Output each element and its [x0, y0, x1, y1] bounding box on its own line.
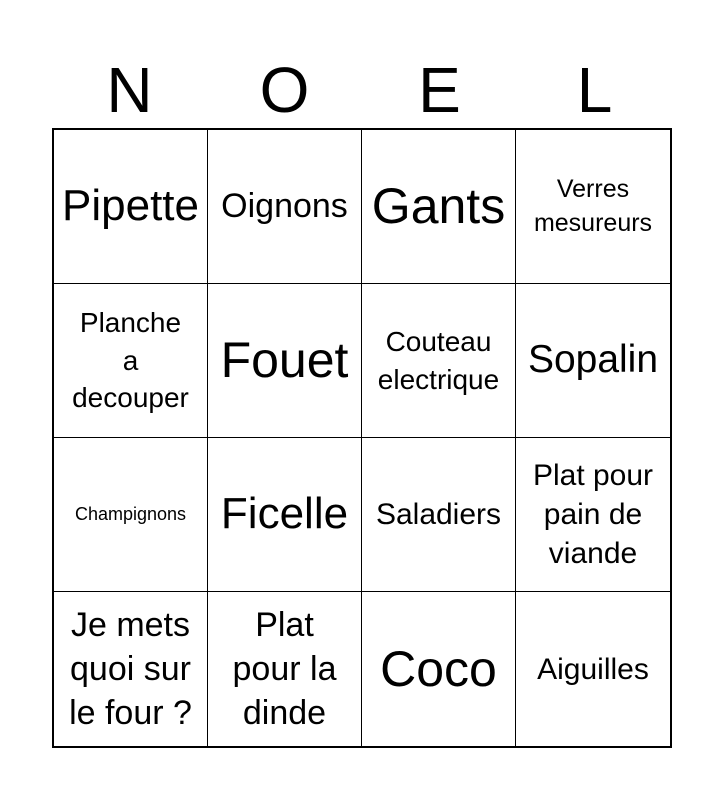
bingo-header — [52, 52, 672, 128]
header-letter-n: N — [106, 54, 153, 126]
bingo-cell-sopalin[interactable]: Sopalin — [516, 284, 670, 438]
bingo-cell-champignons[interactable]: Champignons — [54, 438, 208, 592]
header-letter-l: L — [576, 54, 613, 126]
bingo-cell-coco[interactable]: Coco — [362, 592, 516, 746]
bingo-cell-planche-a-decouper[interactable]: Planche a decouper — [54, 284, 208, 438]
header-letter-e: E — [418, 54, 461, 126]
bingo-cell-plat-pour-la-dinde[interactable]: Plat pour la dinde — [208, 592, 362, 746]
bingo-cell-oignons[interactable]: Oignons — [208, 130, 362, 284]
bingo-grid — [52, 128, 672, 748]
bingo-cell-je-mets-quoi-sur-le-four[interactable]: Je mets quoi sur le four ? — [54, 592, 208, 746]
bingo-cell-verres-mesureurs[interactable]: Verres mesureurs — [516, 130, 670, 284]
bingo-cell-gants[interactable]: Gants — [362, 130, 516, 284]
bingo-cell-fouet[interactable]: Fouet — [208, 284, 362, 438]
bingo-cell-aiguilles[interactable]: Aiguilles — [537, 652, 649, 686]
bingo-cell-pipette[interactable]: Pipette — [54, 130, 208, 284]
bingo-cell-saladiers[interactable]: Saladiers — [362, 438, 516, 592]
bingo-cell-couteau-electrique[interactable]: Couteau electrique — [362, 284, 516, 438]
bingo-cell-ficelle[interactable]: Ficelle — [208, 438, 362, 592]
bingo-cell-plat-pour-pain-de-viande[interactable]: Plat pour pain de viande — [516, 438, 670, 592]
header-letter-o: O — [259, 54, 310, 126]
